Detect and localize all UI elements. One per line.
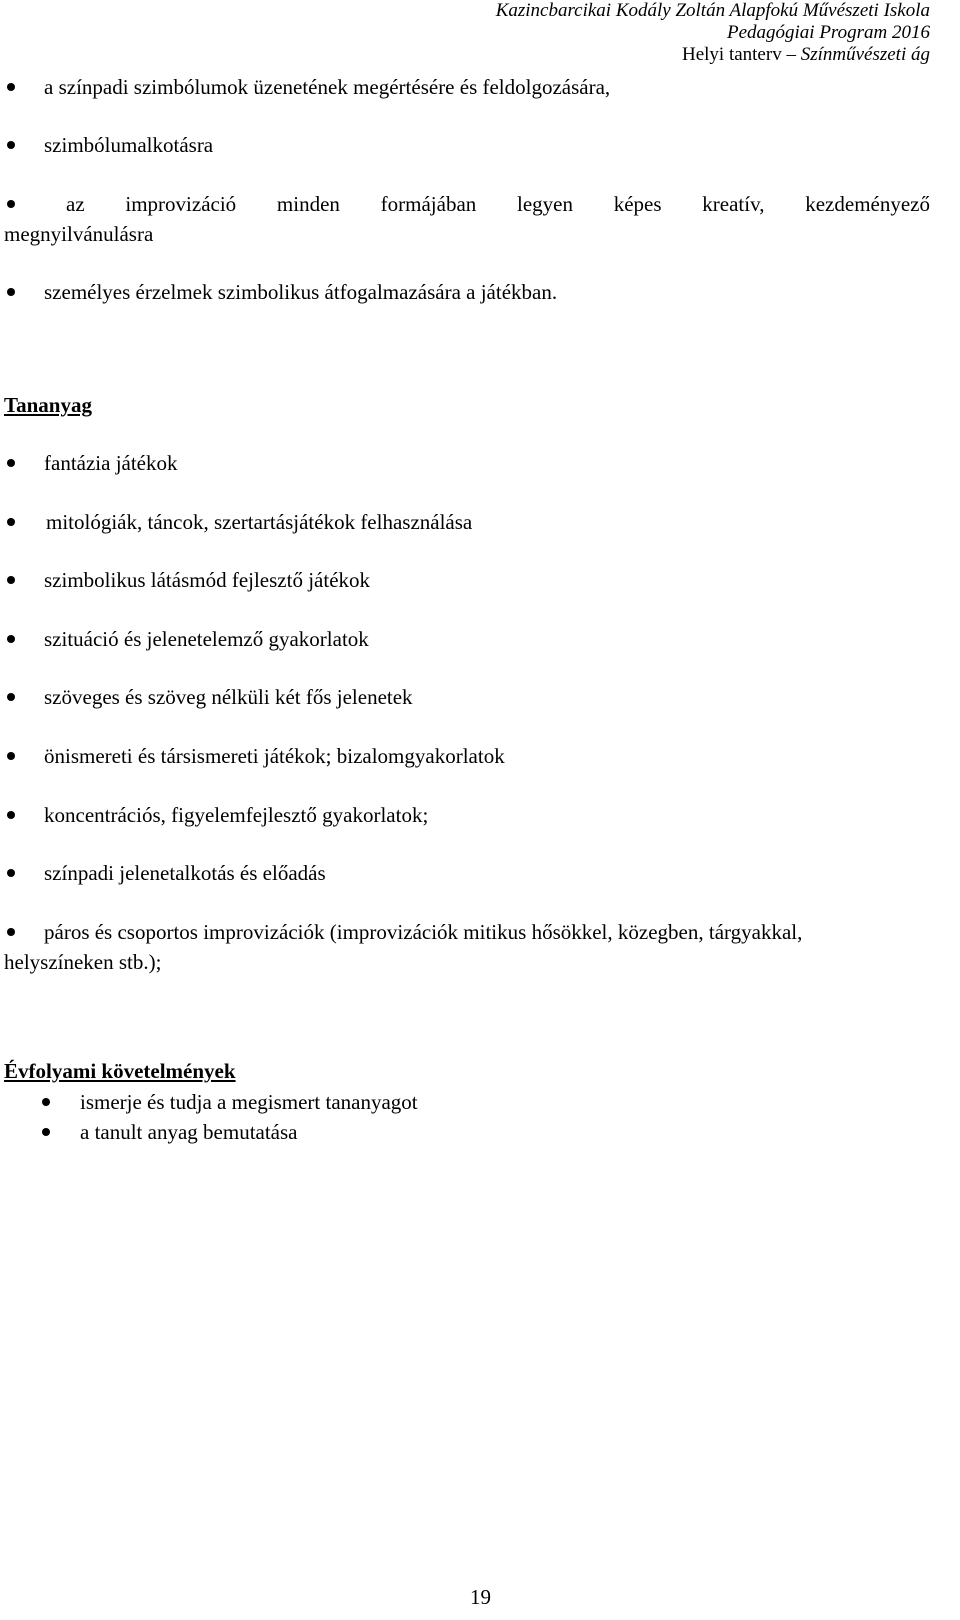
curriculum-name [496,44,930,66]
bullet-icon [7,928,15,936]
list-item-text: személyes érzelmek szimbolikus átfogalmazására a játékban. [44,280,558,304]
bullet-icon [7,459,15,467]
list-item-text: fantázia játékok [44,451,178,475]
bullet-icon [7,635,15,643]
word: képes [613,192,662,216]
bullet-icon [7,869,15,877]
bullet-icon [7,576,15,584]
word: kezdeményező [805,192,930,216]
list-item-text-line2: helyszíneken stb.); [4,950,162,974]
section-heading-evfolyami: Évfolyami követelmények [4,1059,236,1083]
bullet-icon [7,518,15,526]
list-item-text: szöveges és szöveg nélküli két fős jelenetek [44,685,413,709]
word: improvizáció [125,192,237,216]
bullet-icon [7,288,15,296]
list-item-text: szituáció és jelenetelemző gyakorlatok [44,627,369,651]
bullet-icon [7,811,15,819]
curriculum-label: Helyi tanterv – [681,44,801,65]
list-item-text: mitológiák, táncok, szertartásjátékok felhasználása [46,510,473,534]
list-item-text-line2: megnyilvánulásra [4,222,154,246]
bullet-icon [42,1128,50,1136]
bullet-icon [7,693,15,701]
section-heading-tananyag: Tananyag [4,393,92,417]
word: legyen [517,192,573,216]
bullet-icon [7,141,15,149]
program-name: Pedagógiai Program 2016 [726,22,930,43]
list-item-text: szimbolikus látásmód fejlesztő játékok [44,568,371,592]
list-item-text: koncentrációs, figyelemfejlesztő gyakorlatok; [44,803,429,827]
bullet-icon [7,200,15,208]
branch-name: Színművészeti ág [800,44,930,65]
list-item-text-line1: páros és csoportos improvizációk (improvizációk mitikus hősökkel, közegben, tárgyakkal, [44,920,803,944]
list-item-text: önismereti és társismereti játékok; bizalomgyakorlatok [44,744,505,768]
list-item [0,189,960,249]
page-header [496,0,930,66]
word: minden [276,192,340,216]
word: formájában [380,192,477,216]
word: az [66,192,85,216]
word: kreatív, [702,192,765,216]
bullet-icon [7,752,15,760]
list-item-text: ismerje és tudja a megismert tananyagot [80,1090,418,1114]
bullet-icon [42,1098,50,1106]
page-number: 19 [470,1585,491,1609]
school-name: Kazincbarcikai Kodály Zoltán Alapfokú Művészeti Iskola [495,0,930,21]
list-item [0,917,960,977]
bullet-icon [7,83,15,91]
list-item-text: a tanult anyag bemutatása [80,1120,298,1144]
list-item-text: szimbólumalkotásra [44,133,214,157]
list-item-text-line1 [66,189,930,219]
list-item-text: színpadi jelenetalkotás és előadás [44,861,326,885]
list-item-text: a színpadi szimbólumok üzenetének megértésére és feldolgozására, [44,75,611,99]
